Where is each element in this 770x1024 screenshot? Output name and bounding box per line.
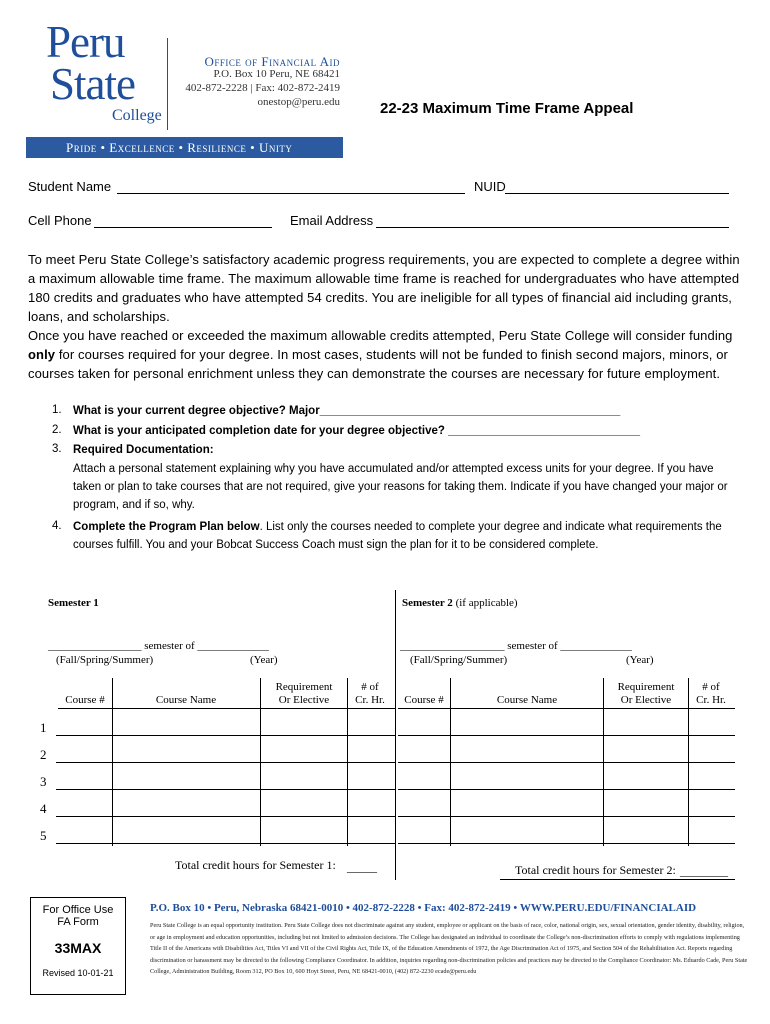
- funding-text-b: for courses required for your degree. In most cases, students will not be funded to finish second majors, minors, or courses taken for personal enrichment unless they can demonstrate the courses are necessary for future employment.: [28, 347, 728, 381]
- s2-header-course-name: Course Name: [496, 694, 558, 706]
- documentation-text: Attach a personal statement explaining why you have accumulated and/or attempted excess units for your degree. If you have taken or plan to take courses that are not required, give your reasons for taking them. Indicate if you have changed your major or program, and if so, why.: [73, 463, 728, 511]
- semester2-term-line[interactable]: ___________________ semester of _____________: [400, 640, 632, 652]
- logo-divider: [167, 38, 168, 130]
- values-banner: Pride • Excellence • Resilience • Unity: [26, 137, 343, 158]
- list-num-3: 3.: [52, 443, 62, 455]
- office-phone: 402-872-2228 | Fax: 402-872-2419: [185, 82, 340, 94]
- list-num-1: 1.: [52, 404, 62, 416]
- semester1-total-label: Total credit hours for Semester 1:: [175, 858, 336, 872]
- semester2-title-wrap: [402, 597, 518, 609]
- s1-cr-line2: Cr. Hr.: [355, 694, 385, 706]
- nuid-label: NUID: [474, 179, 506, 194]
- s1-header-requirement: [262, 681, 346, 707]
- s2-row-5[interactable]: [398, 843, 735, 844]
- logo-college: College: [112, 107, 162, 124]
- s1-row-3[interactable]: [56, 789, 395, 790]
- s1-row-5[interactable]: [56, 843, 395, 844]
- semester-center-divider: [395, 590, 396, 880]
- s2-cr-line1: # of: [702, 681, 720, 693]
- s1-cr-line1: # of: [361, 681, 379, 693]
- s1-row-4[interactable]: [56, 816, 395, 817]
- form-code: 33MAX: [54, 940, 102, 956]
- s1-header-underline: [58, 708, 395, 709]
- email-label: Email Address: [290, 213, 374, 228]
- intro-paragraph: To meet Peru State College’s satisfactory academic progress requirements, you are expected to complete a degree within a maximum allowable time frame. The maximum allowable time frame is reached for undergraduates who have attempted 180 credits and graduates who have attempted 54 credits. You are ineligible for all types of financial aid including grants, loans, and scholarships.: [28, 252, 740, 324]
- s1-header-course-num: Course #: [65, 694, 105, 706]
- s2-row-4[interactable]: [398, 816, 735, 817]
- row-num-5: 5: [40, 828, 47, 843]
- semester2-note: (if applicable): [455, 597, 518, 609]
- s1-req-line2: Or Elective: [278, 694, 330, 706]
- semester2-title: Semester 2: [402, 597, 453, 609]
- student-name-label: Student Name: [28, 179, 112, 194]
- office-address: P.O. Box 10 Peru, NE 68421: [213, 68, 340, 80]
- semester1-total-field[interactable]: _____: [347, 860, 377, 874]
- s2-header-credit: [688, 681, 734, 707]
- funding-text-only: only: [28, 347, 56, 362]
- footer-address: P.O. Box 10 • Peru, Nebraska 68421-0010 • 402-872-2228 • Fax: 402-872-2419 • WWW.PERU.EDU/FINANCIALAID: [150, 902, 697, 914]
- form-title: 22-23 Maximum Time Frame Appeal: [380, 100, 634, 117]
- s1-req-line1: Requirement: [275, 681, 333, 693]
- semester2-total-field[interactable]: ________: [680, 864, 728, 878]
- funding-paragraph: [28, 326, 748, 383]
- email-field[interactable]: [376, 214, 729, 228]
- list-item-program-plan: [73, 518, 738, 554]
- semester1-sub-left: (Fall/Spring/Summer): [56, 654, 154, 666]
- office-use-line1: For Office Use: [42, 904, 114, 916]
- s1-row-1[interactable]: [56, 735, 395, 736]
- footer-notice: Peru State College is an equal opportunity institution. Peru State College does not discriminate against any student, employee or applicant on the basis of race, color, national origin, sex, sexual orientation, gender identity, disability, religion, or age in employment and education opportunities, including but not limited to admission decisions. The College has designated an individual to coordinate the College’s non-discrimination efforts to comply with regulations implementing Title II of the Americans with Disabilities Act, Titles VI and VII of the Civil Rights Act, Title IX, of the Education Amendments of 1972, the Age Discrimination Act of 1975, and Section 504 of the Rehabilitation Act. Reports regarding discrimination or harassment may be directed to the following Compliance Coordinator. In addition, inquiries regarding non-discrimination policies and practices may be directed to the Compliance Coordinator: Ms. Eduardo Cade, Peru State College, Administration Building, Room 312, PO Box 10, 600 Hoyt Street, Peru, NE 68421-0010, (402) 872-2230 ecade@peru.edu: [150, 922, 748, 975]
- s1-header-course-name: Course Name: [155, 694, 217, 706]
- office-use-box: [30, 897, 126, 995]
- logo-peru: Peru: [46, 17, 125, 67]
- nuid-field[interactable]: [505, 180, 729, 194]
- program-plan-bold: Complete the Program Plan below: [73, 521, 260, 533]
- list-num-4: 4.: [52, 520, 62, 532]
- semester2-sub-right: (Year): [626, 654, 654, 666]
- office-name: Office of Financial Aid: [204, 54, 340, 69]
- row-num-2: 2: [40, 747, 47, 762]
- s2-row-3[interactable]: [398, 789, 735, 790]
- s2-row-1[interactable]: [398, 735, 735, 736]
- office-use-line2: FA Form: [57, 916, 99, 928]
- list-item-documentation: Required Documentation:: [73, 444, 214, 456]
- semester2-total-rule: [500, 879, 735, 880]
- revised-date: Revised 10-01-21: [42, 968, 114, 978]
- list-num-2: 2.: [52, 424, 62, 436]
- row-num-1: 1: [40, 720, 47, 735]
- cell-phone-field[interactable]: [94, 214, 272, 228]
- student-name-field[interactable]: [117, 180, 465, 194]
- funding-text-a: Once you have reached or exceeded the maximum allowable credits attempted, Peru State College will consider funding: [28, 328, 733, 343]
- s2-header-underline: [398, 708, 735, 709]
- semester2-sub-left: (Fall/Spring/Summer): [410, 654, 508, 666]
- cell-phone-label: Cell Phone: [28, 213, 92, 228]
- s1-header-credit: [348, 681, 392, 707]
- s2-cr-line2: Cr. Hr.: [696, 694, 726, 706]
- semester1-term-line[interactable]: _________________ semester of _____________: [48, 640, 269, 652]
- semester2-total-label: Total credit hours for Semester 2:: [515, 863, 676, 877]
- office-email: onestop@peru.edu: [257, 96, 340, 108]
- s2-header-course-num: Course #: [404, 694, 444, 706]
- row-num-4: 4: [40, 801, 47, 816]
- s2-req-line1: Requirement: [617, 681, 675, 693]
- program-plan-text: . List only the courses needed to complete your degree and indicate what requirements the courses fulfill. You and your Bobcat Success Coach must sign the plan for it to be considered complete.: [73, 521, 722, 551]
- semester1-title: Semester 1: [48, 597, 99, 609]
- s1-row-2[interactable]: [56, 762, 395, 763]
- s2-row-2[interactable]: [398, 762, 735, 763]
- s2-req-line2: Or Elective: [620, 694, 672, 706]
- semester1-sub-right: (Year): [250, 654, 278, 666]
- row-num-3: 3: [40, 774, 47, 789]
- logo-state: State: [50, 59, 135, 109]
- s2-header-requirement: [604, 681, 688, 707]
- list-item-completion-date: What is your anticipated completion date for your degree objective? ______________________________: [73, 425, 640, 437]
- list-item-degree-objective: What is your current degree objective? Major_______________________________________________: [73, 405, 621, 417]
